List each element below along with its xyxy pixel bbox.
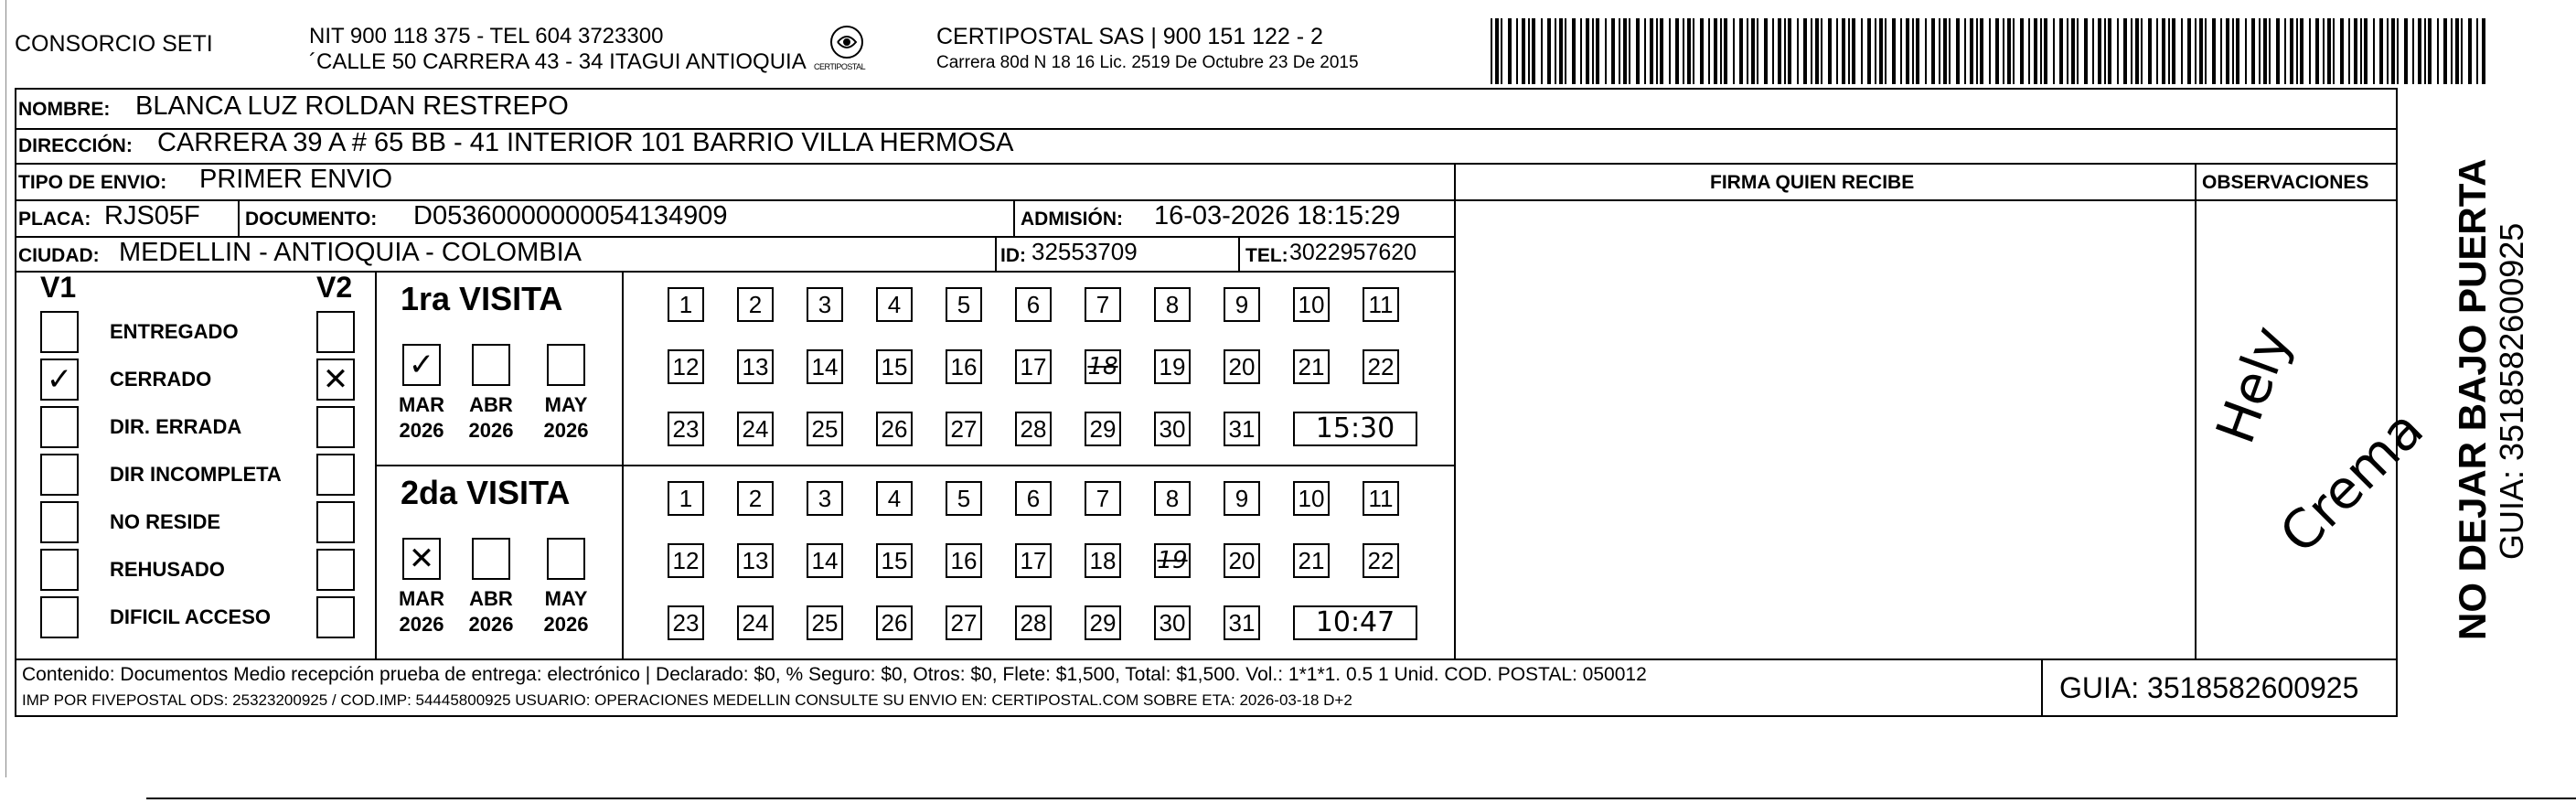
- day-box[interactable]: 7: [1085, 287, 1121, 322]
- day-box[interactable]: 10: [1293, 287, 1330, 322]
- visit-title: 2da VISITA: [401, 474, 571, 511]
- day-box[interactable]: 20: [1224, 543, 1260, 578]
- day-box[interactable]: 6: [1015, 287, 1052, 322]
- year-label: 2026: [399, 419, 444, 442]
- day-box[interactable]: 12: [668, 349, 704, 384]
- month-checkbox[interactable]: [472, 344, 510, 386]
- month-checkbox[interactable]: ✓: [402, 344, 441, 386]
- direccion-label: DIRECCIÓN:: [18, 135, 133, 156]
- documento-value: D05360000000054134909: [413, 201, 728, 230]
- side-title: NO DEJAR BAJO PUERTA: [2451, 158, 2494, 640]
- day-box[interactable]: 11: [1363, 481, 1399, 516]
- day-box[interactable]: 31: [1224, 605, 1260, 640]
- day-box[interactable]: 10: [1293, 481, 1330, 516]
- id-label: ID:: [1000, 245, 1026, 266]
- month-label: MAY: [544, 587, 588, 610]
- month-label: ABR: [469, 587, 513, 610]
- v1-checkbox[interactable]: [40, 406, 79, 448]
- tipo-value: PRIMER ENVIO: [199, 165, 393, 194]
- v1-checkbox[interactable]: ✓: [40, 359, 79, 401]
- day-box[interactable]: 17: [1015, 543, 1052, 578]
- logo-text: CERTIPOSTAL: [814, 62, 866, 71]
- certipostal-logo: [814, 22, 874, 80]
- day-box[interactable]: 27: [946, 412, 982, 446]
- admision-label: ADMISIÓN:: [1021, 209, 1123, 230]
- tipo-label: TIPO DE ENVIO:: [18, 172, 167, 193]
- v2-header: V2: [316, 271, 353, 304]
- address-line: ´CALLE 50 CARRERA 43 - 34 ITAGUI ANTIOQUIA: [309, 49, 807, 74]
- year-label: 2026: [399, 613, 444, 636]
- month-checkbox[interactable]: [547, 344, 585, 386]
- barcode: [1491, 18, 2495, 84]
- side-guia: GUIA: 3518582600925: [2493, 222, 2530, 560]
- day-box[interactable]: 16: [946, 349, 982, 384]
- day-box[interactable]: 26: [876, 605, 913, 640]
- day-box[interactable]: 25: [807, 412, 843, 446]
- v2-checkbox[interactable]: [316, 501, 355, 543]
- v2-checkbox[interactable]: [316, 549, 355, 591]
- day-box[interactable]: 9: [1224, 287, 1260, 322]
- page-left-line: [5, 0, 6, 777]
- day-box[interactable]: 11: [1363, 287, 1399, 322]
- admision-value: 16-03-2026 18:15:29: [1154, 201, 1401, 230]
- day-box[interactable]: 2: [737, 481, 774, 516]
- observaciones-label: OBSERVACIONES: [2202, 172, 2369, 193]
- visit-title: 1ra VISITA: [401, 280, 563, 317]
- day-box[interactable]: 15: [876, 349, 913, 384]
- day-box[interactable]: 29: [1085, 605, 1121, 640]
- ciudad-value: MEDELLIN - ANTIOQUIA - COLOMBIA: [119, 238, 582, 267]
- year-label: 2026: [543, 613, 589, 636]
- page-bottom-line: [146, 798, 2576, 799]
- placa-value: RJS05F: [104, 201, 200, 230]
- day-box[interactable]: 27: [946, 605, 982, 640]
- day-box[interactable]: 12: [668, 543, 704, 578]
- year-label: 2026: [543, 419, 589, 442]
- day-box[interactable]: 14: [807, 543, 843, 578]
- tel-label: TEL:: [1245, 245, 1288, 266]
- status-option-label: DIFICIL ACCESO: [110, 605, 272, 628]
- day-box[interactable]: 5: [946, 287, 982, 322]
- time-box[interactable]: 10:47: [1293, 605, 1417, 640]
- v2-checkbox[interactable]: ✕: [316, 359, 355, 401]
- day-box[interactable]: 17: [1015, 349, 1052, 384]
- contenido-text: Contenido: Documentos Medio recepción prueba de entrega: electrónico | Declarado: $0, % Seguro: $0, Otros: $0, Flete: $1,500, Total: $1,500. Vol.: 1*1*1. 0.5 1 Unid. COD. POSTAL: 050012: [22, 664, 1647, 685]
- v1-checkbox[interactable]: [40, 311, 79, 353]
- day-box[interactable]: 4: [876, 287, 913, 322]
- day-box[interactable]: 21: [1293, 543, 1330, 578]
- direccion-value: CARRERA 39 A # 65 BB - 41 INTERIOR 101 BARRIO VILLA HERMOSA: [157, 128, 1014, 157]
- v1-header: V1: [40, 271, 77, 304]
- day-box[interactable]: 19: [1154, 543, 1191, 578]
- id-value: 32553709: [1031, 238, 1138, 265]
- month-checkbox[interactable]: [547, 538, 585, 580]
- day-box[interactable]: 1: [668, 481, 704, 516]
- day-box[interactable]: 13: [737, 543, 774, 578]
- year-label: 2026: [468, 613, 514, 636]
- day-box[interactable]: 29: [1085, 412, 1121, 446]
- tel-value: 3022957620: [1289, 240, 1417, 265]
- day-box[interactable]: 22: [1363, 349, 1399, 384]
- day-box[interactable]: 2: [737, 287, 774, 322]
- day-box[interactable]: 18: [1085, 543, 1121, 578]
- day-box[interactable]: 24: [737, 412, 774, 446]
- month-label: MAY: [544, 393, 588, 416]
- day-box[interactable]: 25: [807, 605, 843, 640]
- day-box[interactable]: 3: [807, 287, 843, 322]
- day-box[interactable]: 22: [1363, 543, 1399, 578]
- day-box[interactable]: 23: [668, 605, 704, 640]
- day-box[interactable]: 6: [1015, 481, 1052, 516]
- month-checkbox[interactable]: ✕: [402, 538, 441, 580]
- company-name: CONSORCIO SETI: [15, 31, 213, 57]
- day-box[interactable]: 15: [876, 543, 913, 578]
- nombre-label: NOMBRE:: [18, 99, 111, 120]
- day-box[interactable]: 23: [668, 412, 704, 446]
- status-option-label: DIR INCOMPLETA: [110, 463, 282, 486]
- time-box[interactable]: 15:30: [1293, 412, 1417, 446]
- documento-label: DOCUMENTO:: [245, 209, 378, 230]
- firma-area[interactable]: [1458, 203, 2193, 657]
- v2-checkbox[interactable]: [316, 596, 355, 638]
- day-box[interactable]: 30: [1154, 412, 1191, 446]
- license-line: Carrera 80d N 18 16 Lic. 2519 De Octubre 23 De 2015: [936, 53, 1359, 72]
- v2-checkbox[interactable]: [316, 406, 355, 448]
- nit-line: NIT 900 118 375 - TEL 604 3723300: [309, 24, 664, 48]
- handwriting-line-1: Hely: [2204, 318, 2303, 452]
- day-box[interactable]: 28: [1015, 412, 1052, 446]
- v1-checkbox[interactable]: [40, 501, 79, 543]
- placa-label: PLACA:: [18, 209, 91, 230]
- v1-checkbox[interactable]: [40, 596, 79, 638]
- v1-checkbox[interactable]: [40, 549, 79, 591]
- footer-guia: GUIA: 3518582600925: [2059, 671, 2359, 704]
- month-label: ABR: [469, 393, 513, 416]
- year-label: 2026: [468, 419, 514, 442]
- month-checkbox[interactable]: [472, 538, 510, 580]
- day-box[interactable]: 3: [807, 481, 843, 516]
- status-option-label: REHUSADO: [110, 558, 225, 581]
- day-box[interactable]: 18: [1085, 349, 1121, 384]
- month-label: MAR: [398, 587, 445, 610]
- day-box[interactable]: 28: [1015, 605, 1052, 640]
- day-box[interactable]: 13: [737, 349, 774, 384]
- observaciones-handwriting: [2204, 274, 2435, 640]
- day-box[interactable]: 31: [1224, 412, 1260, 446]
- nombre-value: BLANCA LUZ ROLDAN RESTREPO: [135, 91, 569, 121]
- day-box[interactable]: 9: [1224, 481, 1260, 516]
- day-box[interactable]: 4: [876, 481, 913, 516]
- day-box[interactable]: 20: [1224, 349, 1260, 384]
- day-box[interactable]: 19: [1154, 349, 1191, 384]
- day-box[interactable]: 24: [737, 605, 774, 640]
- day-box[interactable]: 5: [946, 481, 982, 516]
- day-box[interactable]: 26: [876, 412, 913, 446]
- certipostal-line: CERTIPOSTAL SAS | 900 151 122 - 2: [936, 24, 1323, 49]
- day-box[interactable]: 16: [946, 543, 982, 578]
- day-box[interactable]: 1: [668, 287, 704, 322]
- day-box[interactable]: 8: [1154, 481, 1191, 516]
- status-option-label: DIR. ERRADA: [110, 415, 242, 438]
- day-box[interactable]: 30: [1154, 605, 1191, 640]
- handwriting-line-2: Crema: [2268, 398, 2435, 566]
- v2-checkbox[interactable]: [316, 311, 355, 353]
- day-box[interactable]: 14: [807, 349, 843, 384]
- v1-checkbox[interactable]: [40, 454, 79, 496]
- day-box[interactable]: 8: [1154, 287, 1191, 322]
- month-label: MAR: [398, 393, 445, 416]
- status-option-label: NO RESIDE: [110, 510, 221, 533]
- ciudad-label: CIUDAD:: [18, 245, 100, 266]
- firma-label: FIRMA QUIEN RECIBE: [1710, 172, 1915, 193]
- v2-checkbox[interactable]: [316, 454, 355, 496]
- day-box[interactable]: 21: [1293, 349, 1330, 384]
- status-option-label: CERRADO: [110, 368, 212, 391]
- status-option-label: ENTREGADO: [110, 320, 239, 343]
- day-box[interactable]: 7: [1085, 481, 1121, 516]
- imp-text: IMP POR FIVEPOSTAL ODS: 25323200925 / COD.IMP: 54445800925 USUARIO: OPERACIONES MEDELLIN CONSULTE SU ENVIO EN: CERTIPOSTAL.COM SOBRE ETA: 2026-03-18 D+2: [22, 691, 1352, 709]
